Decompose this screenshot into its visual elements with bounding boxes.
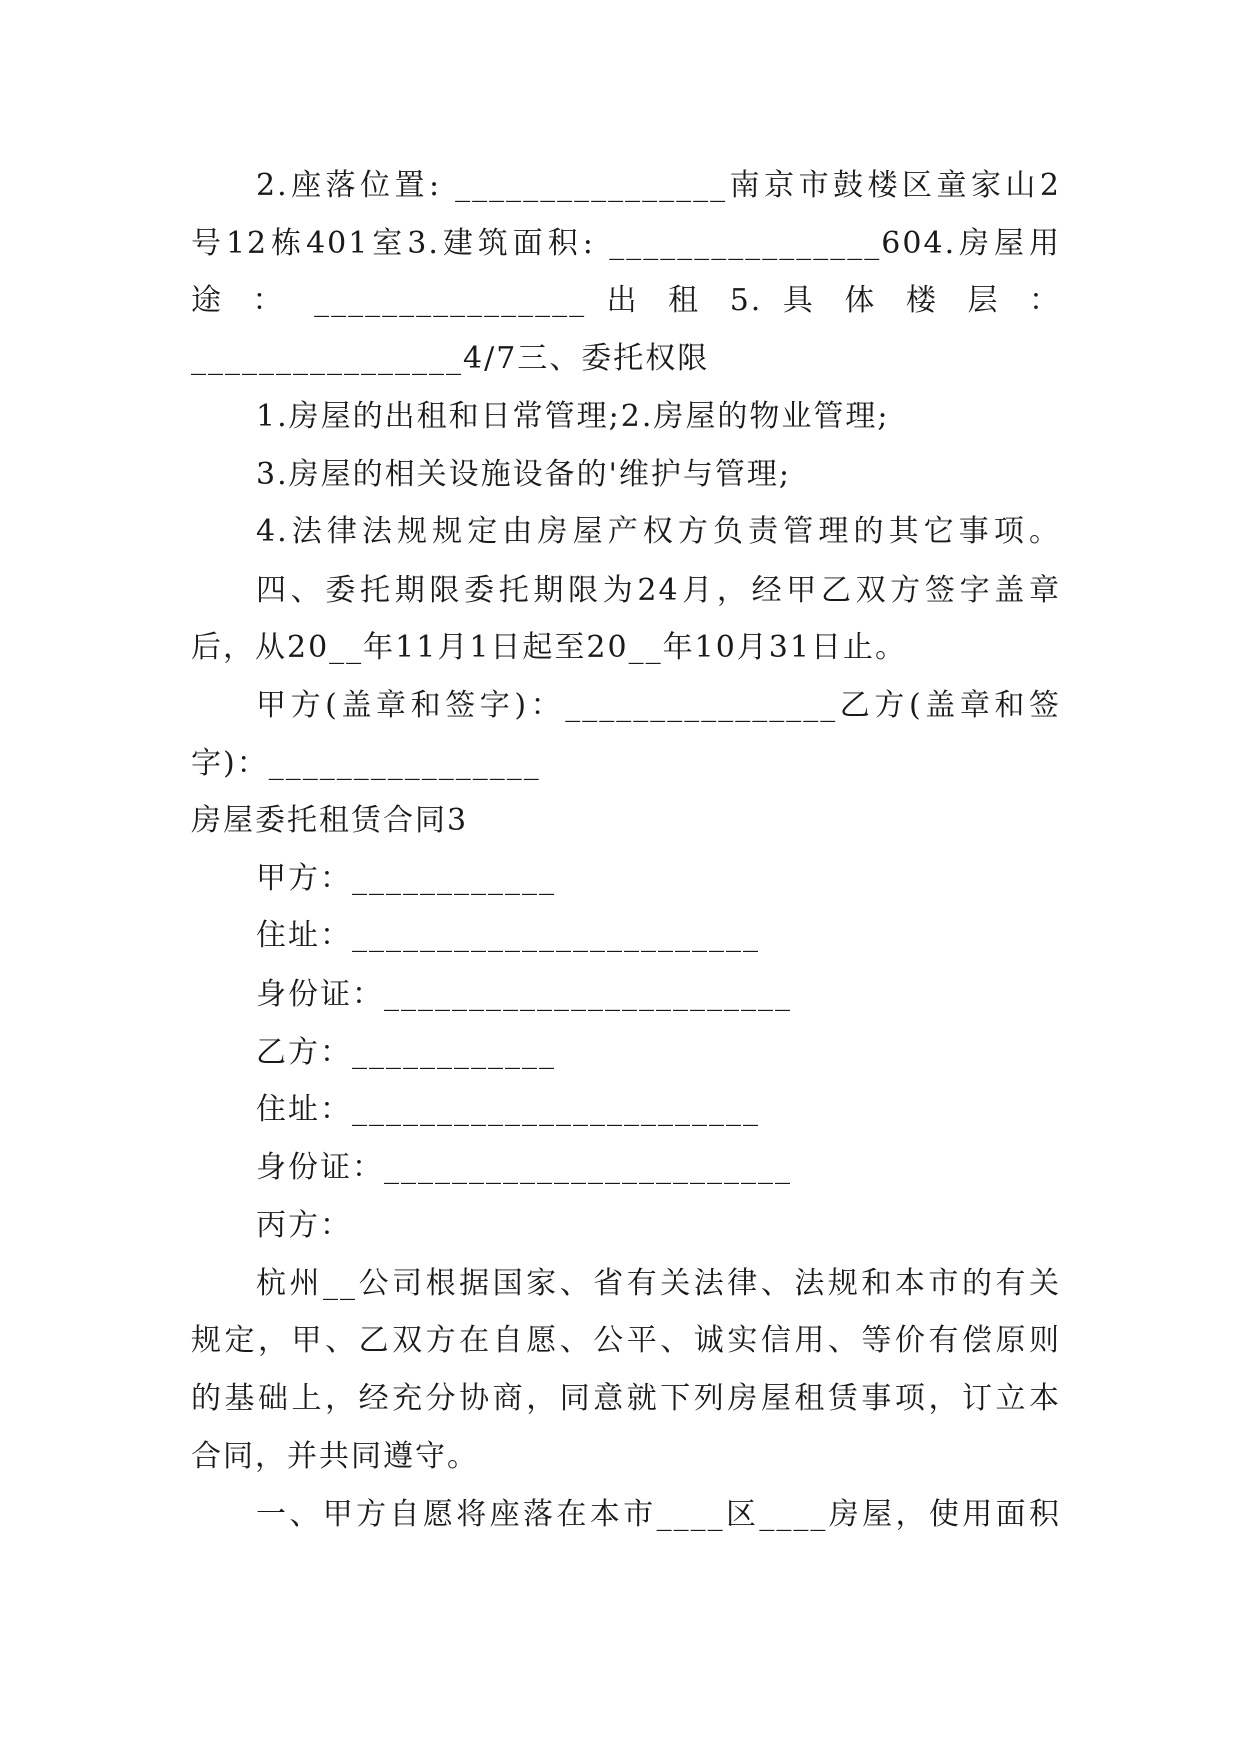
text-line: 3.房屋的相关设施设备的'维护与管理;	[256, 457, 791, 492]
text-line: 规定，甲、乙双方在自愿、公平、诚实信用、等价有偿原则	[191, 1323, 1061, 1358]
text-line: 的基础上，经充分协商，同意就下列房屋租赁事项，订立本	[191, 1381, 1061, 1416]
text-line: 一、甲方自愿将座落在本市____区____房屋，使用面积	[256, 1497, 1061, 1532]
party-c-field: 丙方：	[256, 1208, 352, 1243]
text-line: 4.法律法规规定由房屋产权方负责管理的其它事项。	[256, 514, 1061, 549]
text-line: 后，从20__年11月1日起至20__年10月31日止。	[191, 630, 907, 665]
party-a-field: 甲方：____________	[256, 861, 556, 896]
section-title: 房屋委托租赁合同3	[191, 803, 469, 838]
address-field: 住址：________________________	[256, 918, 760, 953]
text-line: 1.房屋的出租和日常管理;2.房屋的物业管理;	[256, 399, 890, 434]
id-card-field: 身份证：________________________	[256, 977, 792, 1012]
text-line: 途 ： ________________ 出 租 5. 具 体 楼 层 ：	[191, 283, 1061, 318]
text-line: 合同，并共同遵守。	[191, 1439, 479, 1474]
text-line: 号12栋401室3.建筑面积: ________________604.房屋用	[191, 226, 1061, 261]
party-b-field: 乙方：____________	[256, 1035, 556, 1070]
id-card-field: 身份证：________________________	[256, 1150, 792, 1185]
text-line: 甲方(盖章和签字)：________________乙方(盖章和签	[256, 688, 1061, 723]
text-line: 2.座落位置: ________________南京市鼓楼区童家山2	[256, 168, 1061, 203]
text-line: 字)：________________	[191, 746, 541, 781]
text-line: 杭州__公司根据国家、省有关法律、法规和本市的有关	[256, 1266, 1061, 1301]
text-line: ________________4/7三、委托权限	[191, 341, 710, 376]
address-field: 住址：________________________	[256, 1092, 760, 1127]
text-line: 四、委托期限委托期限为24月，经甲乙双方签字盖章	[256, 573, 1061, 608]
